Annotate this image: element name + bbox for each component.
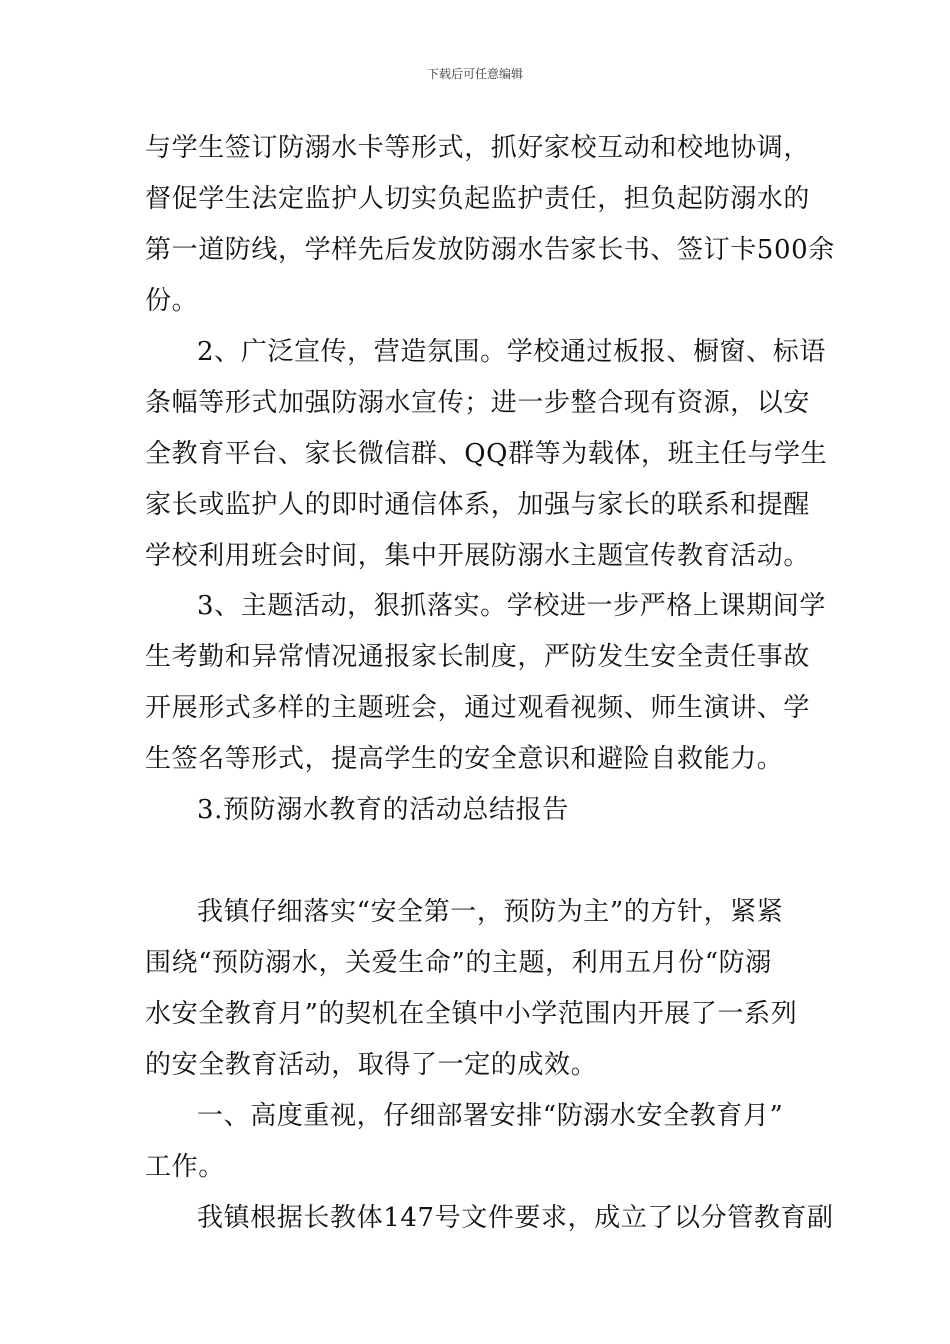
page-header: 下载后可任意编辑: [426, 67, 523, 81]
text-line: 份。: [145, 286, 199, 316]
text-line: 工作。: [145, 1152, 225, 1182]
text-line: 家长或监护人的即时通信体系，加强与家长的联系和提醒: [145, 490, 811, 520]
text-line: 生签名等形式，提高学生的安全意识和避险自救能力。: [145, 744, 784, 774]
text-line: 全教育平台、家长微信群、QQ群等为载体，班主任与学生: [145, 439, 828, 469]
text-line: 督促学生法定监护人切实负起监护责任，担负起防溺水的: [145, 184, 811, 214]
text-line: 与学生签订防溺水卡等形式，抓好家校互动和校地协调，: [145, 133, 811, 163]
text-line: 2、广泛宣传，营造氛围。学校通过板报、橱窗、标语: [197, 337, 826, 367]
section-heading: 3.预防溺水教育的活动总结报告: [197, 795, 569, 825]
text-line: 水安全教育月”的契机在全镇中小学范围内开展了一系列: [145, 999, 798, 1029]
text-line: 一、高度重视，仔细部署安排“防溺水安全教育月”: [197, 1101, 784, 1131]
text-line: 学校利用班会时间，集中开展防溺水主题宣传教育活动。: [145, 541, 811, 571]
text-line: 开展形式多样的主题班会，通过观看视频、师生演讲、学: [145, 693, 811, 723]
text-line: 的安全教育活动，取得了一定的成效。: [145, 1050, 598, 1080]
text-line: 我镇仔细落实“安全第一，预防为主”的方针，紧紧: [197, 897, 784, 927]
text-line: 我镇根据长教体147号文件要求，成立了以分管教育副: [197, 1203, 834, 1233]
text-line: 条幅等形式加强防溺水宣传；进一步整合现有资源，以安: [145, 388, 811, 418]
text-line: 第一道防线，学样先后发放防溺水告家长书、签订卡500余: [145, 235, 835, 265]
text-line: 围绕“预防溺水，关爱生命”的主题，利用五月份“防溺: [145, 948, 772, 978]
text-line: 生考勤和异常情况通报家长制度，严防发生安全责任事故: [145, 642, 811, 672]
text-line: 3、主题活动，狠抓落实。学校进一步严格上课期间学: [197, 591, 826, 621]
